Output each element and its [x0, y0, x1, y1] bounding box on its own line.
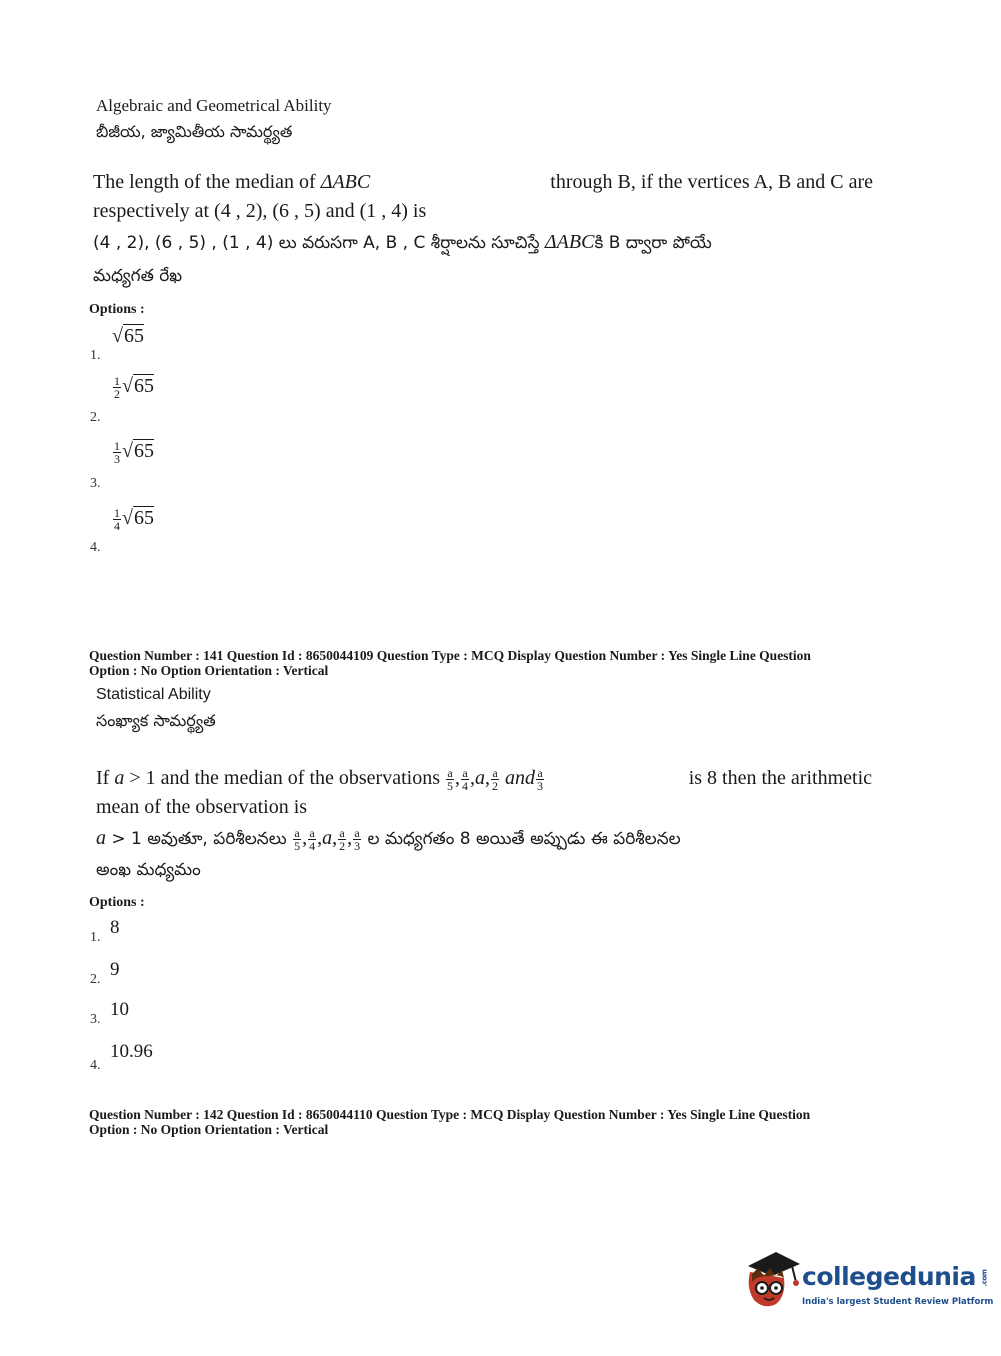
option-number: 1.	[90, 930, 101, 945]
section-title-en: Algebraic and Geometrical Ability	[96, 96, 332, 115]
question-text: The length of the median of ΔABC through B, if the vertices A, B and C are respectively at (4 , 2), (6 , 5) and (1 , 4) is	[93, 171, 873, 222]
brand-domain: .com	[980, 1269, 989, 1287]
option-3-value[interactable]: $\frac{1}{3}$ √65	[114, 439, 154, 466]
option-number: 2.	[90, 972, 101, 987]
question-text-te: (4 , 2), (6 , 5) , (1 , 4) లు వరుసగా A, B , C శీర్షాలను సూచిస్తే ΔABCకి B ద్వారా పోయే మధ్యగత రేఖ	[93, 231, 712, 286]
brand-tagline: India's largest Student Review Platform	[802, 1297, 994, 1307]
section-title-te: బీజీయ, జ్యామితీయ సామర్థ్యత	[96, 122, 293, 141]
option-number: 4.	[90, 540, 101, 555]
option-number: 3.	[90, 476, 101, 491]
option-number: 2.	[90, 410, 101, 425]
collegedunia-logo	[740, 1248, 994, 1318]
option-number: 1.	[90, 348, 101, 363]
brand-name: collegedunia	[802, 1262, 976, 1291]
option-4-value[interactable]: $\frac{1}{4}$ √65	[114, 506, 154, 533]
options-label: Options :	[89, 895, 145, 910]
option-2-value[interactable]: $\frac{1}{2}$ √65	[114, 374, 154, 401]
question-text: If a > 1 and the median of the observations $\frac{a}{5}$ , $\frac{a}{4}$ ,a, $\frac{a}{2}$ and $\frac{a}{3}$ is 8 then the arithmetic mean of the observation is	[96, 765, 872, 818]
option-number: 4.	[90, 1058, 101, 1073]
option-1-value[interactable]: 8	[110, 917, 120, 938]
section-title-te: సంఖ్యాక సామర్థ్యత	[96, 711, 216, 730]
options-label: Options :	[89, 302, 145, 317]
question-meta: Question Number : 142 Question Id : 8650044110 Question Type : MCQ Display Question Number : Yes Single Line Question Option : No Option Orientation : Vertical	[89, 1107, 811, 1137]
question-meta: Question Number : 141 Question Id : 8650044109 Question Type : MCQ Display Question Number : Yes Single Line Question Option : No Option Orientation : Vertical	[89, 648, 811, 678]
section-title-en: Statistical Ability	[96, 686, 211, 703]
option-2-value[interactable]: 9	[110, 959, 120, 980]
mascot-icon	[740, 1248, 802, 1312]
question-text-te: a > 1 అవుతూ, పరిశీలనలు $\frac{a}{5}$ , $\frac{a}{4}$ ,a, $\frac{a}{2}$ , $\frac{a}{3}$ ల మధ్యగతం 8 అయితే అప్పుడు ఈ పరిశీలనల అంఖ మధ్యమం	[96, 825, 681, 880]
option-number: 3.	[90, 1012, 101, 1027]
option-1-value[interactable]: √65	[112, 325, 144, 347]
option-4-value[interactable]: 10.96	[110, 1041, 153, 1062]
option-3-value[interactable]: 10	[110, 999, 129, 1020]
